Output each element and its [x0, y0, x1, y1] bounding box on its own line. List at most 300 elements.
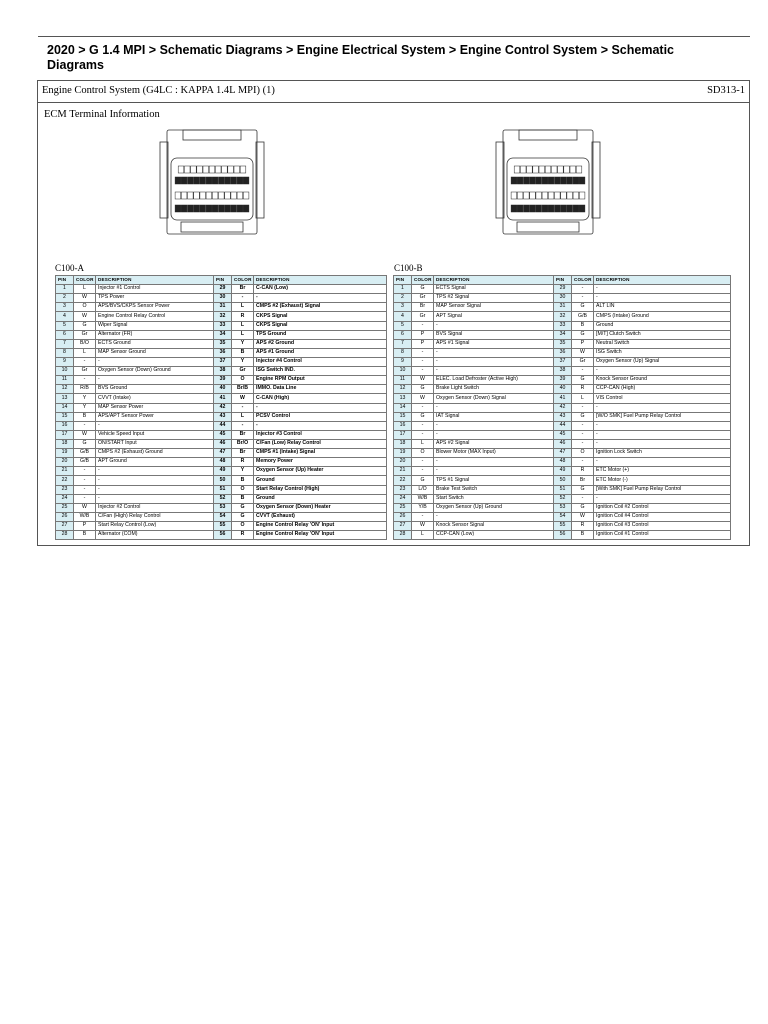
color-cell: Gr	[412, 312, 434, 321]
table-row	[56, 339, 387, 348]
description-cell: Oxygen Sensor (Down) Signal	[434, 394, 554, 403]
color-cell: L	[412, 439, 434, 448]
color-cell: G	[74, 321, 96, 330]
pin-cell: 39	[554, 376, 572, 385]
description-cell: Start Switch	[434, 494, 554, 503]
color-cell: W	[412, 394, 434, 403]
pin-cell: 16	[56, 421, 74, 430]
description-cell: -	[96, 476, 214, 485]
pin-cell: 54	[554, 512, 572, 521]
pin-cell: 36	[214, 348, 232, 357]
table-header-row	[56, 276, 387, 285]
table-row	[394, 285, 731, 294]
table-row	[394, 312, 731, 321]
table-row	[394, 449, 731, 458]
color-cell: P	[412, 330, 434, 339]
description-cell: MAP Sensor Ground	[96, 348, 214, 357]
color-cell: Y	[74, 394, 96, 403]
pin-cell: 56	[214, 531, 232, 540]
pin-cell: 9	[56, 357, 74, 366]
table-row	[56, 321, 387, 330]
description-cell: PCSV Control	[254, 412, 387, 421]
pin-cell: 5	[394, 321, 412, 330]
pin-cell: 12	[56, 385, 74, 394]
table-row	[394, 476, 731, 485]
pin-cell: 7	[56, 339, 74, 348]
table-row	[56, 531, 387, 540]
color-cell: Br	[232, 430, 254, 439]
description-cell: -	[434, 467, 554, 476]
color-cell: G	[412, 412, 434, 421]
color-cell: G	[74, 439, 96, 448]
color-cell: G	[412, 476, 434, 485]
color-cell: -	[74, 376, 96, 385]
color-cell: L	[412, 531, 434, 540]
top-rule	[38, 36, 750, 37]
description-cell: -	[96, 467, 214, 476]
color-cell: G	[412, 385, 434, 394]
connector-a-diagram	[157, 128, 267, 238]
color-cell: R	[572, 521, 594, 530]
table-row	[394, 430, 731, 439]
color-cell: L	[74, 348, 96, 357]
description-cell: CVVT (Intake)	[96, 394, 214, 403]
color-cell: -	[74, 476, 96, 485]
pin-cell: 1	[56, 285, 74, 294]
color-cell: -	[412, 348, 434, 357]
pin-cell: 22	[394, 476, 412, 485]
color-cell: Y	[232, 467, 254, 476]
pin-cell: 14	[56, 403, 74, 412]
color-cell: P	[572, 339, 594, 348]
pin-cell: 38	[214, 367, 232, 376]
color-cell: Y	[74, 403, 96, 412]
table-row	[394, 531, 731, 540]
diagram-frame	[37, 80, 750, 546]
pin-cell: 28	[394, 531, 412, 540]
pin-cell: 52	[214, 494, 232, 503]
color-cell: -	[572, 458, 594, 467]
pin-cell: 17	[56, 430, 74, 439]
column-header: PIN	[394, 276, 412, 285]
description-cell: -	[434, 348, 554, 357]
color-cell: W	[412, 521, 434, 530]
description-cell: -	[434, 321, 554, 330]
description-cell: Ground	[254, 494, 387, 503]
table-row	[56, 412, 387, 421]
table-row	[394, 458, 731, 467]
description-cell: ISG Switch	[594, 348, 731, 357]
pin-cell: 51	[214, 485, 232, 494]
pin-cell: 11	[56, 376, 74, 385]
pin-cell: 3	[394, 303, 412, 312]
pin-table-b	[393, 275, 731, 540]
description-cell: -	[434, 367, 554, 376]
pin-cell: 34	[214, 330, 232, 339]
pin-cell: 24	[394, 494, 412, 503]
description-cell: MAP Sensor Power	[96, 403, 214, 412]
description-cell: ETC Motor (-)	[594, 476, 731, 485]
column-header: COLOR	[74, 276, 96, 285]
color-cell: -	[572, 430, 594, 439]
pin-cell: 9	[394, 357, 412, 366]
color-cell: Gr	[74, 367, 96, 376]
description-cell: -	[594, 294, 731, 303]
pin-cell: 28	[56, 531, 74, 540]
section-subtitle: ECM Terminal Information	[44, 109, 160, 120]
pin-cell: 33	[214, 321, 232, 330]
color-cell: W	[572, 512, 594, 521]
pin-cell: 17	[394, 430, 412, 439]
color-cell: W/B	[412, 494, 434, 503]
color-cell: G	[572, 376, 594, 385]
pin-cell: 13	[394, 394, 412, 403]
pin-cell: 44	[214, 421, 232, 430]
pin-cell: 45	[554, 430, 572, 439]
description-cell: Engine Control Relay 'ON' Input	[254, 531, 387, 540]
description-cell: Engine Control Relay 'ON' Input	[254, 521, 387, 530]
pin-cell: 43	[214, 412, 232, 421]
description-cell: Ground	[254, 476, 387, 485]
pin-cell: 16	[394, 421, 412, 430]
color-cell: -	[232, 294, 254, 303]
description-cell: -	[434, 512, 554, 521]
column-header: DESCRIPTION	[254, 276, 387, 285]
color-cell: W/B	[74, 512, 96, 521]
description-cell: Engine RPM Output	[254, 376, 387, 385]
color-cell: -	[412, 403, 434, 412]
pin-cell: 35	[554, 339, 572, 348]
color-cell: R	[232, 531, 254, 540]
pin-cell: 11	[394, 376, 412, 385]
color-cell: -	[572, 367, 594, 376]
color-cell: -	[572, 439, 594, 448]
table-row	[394, 376, 731, 385]
color-cell: G	[572, 303, 594, 312]
description-cell: Brake Light Switch	[434, 385, 554, 394]
color-cell: Br	[412, 303, 434, 312]
pin-cell: 6	[56, 330, 74, 339]
pin-cell: 43	[554, 412, 572, 421]
description-cell: -	[254, 403, 387, 412]
table-row	[56, 439, 387, 448]
description-cell: C-CAN (High)	[254, 394, 387, 403]
description-cell: Injector #3 Control	[254, 430, 387, 439]
color-cell: O	[232, 376, 254, 385]
description-cell: APS #2 Ground	[254, 339, 387, 348]
description-cell: Memory Power	[254, 458, 387, 467]
table-row	[56, 303, 387, 312]
description-cell: -	[434, 458, 554, 467]
description-cell: Wiper Signal	[96, 321, 214, 330]
description-cell: Oxygen Sensor (Down) Ground	[96, 367, 214, 376]
color-cell: G	[232, 503, 254, 512]
table-row	[56, 503, 387, 512]
pin-cell: 24	[56, 494, 74, 503]
description-cell: ECTS Signal	[434, 285, 554, 294]
color-cell: R	[232, 312, 254, 321]
description-cell: Injector #2 Control	[96, 503, 214, 512]
description-cell: C/Fan (Low) Relay Control	[254, 439, 387, 448]
pin-cell: 4	[394, 312, 412, 321]
table-row	[56, 458, 387, 467]
pin-cell: 35	[214, 339, 232, 348]
table-row	[394, 512, 731, 521]
description-cell: Engine Control Relay Control	[96, 312, 214, 321]
description-cell: APS/APT Sensor Power	[96, 412, 214, 421]
pin-cell: 23	[394, 485, 412, 494]
table-row	[56, 476, 387, 485]
table-row	[394, 412, 731, 421]
pin-cell: 44	[554, 421, 572, 430]
pin-cell: 20	[56, 458, 74, 467]
description-cell: -	[96, 494, 214, 503]
color-cell: -	[412, 458, 434, 467]
description-cell: Ignition Coil #4 Control	[594, 512, 731, 521]
pin-cell: 42	[214, 403, 232, 412]
table-row	[394, 367, 731, 376]
diagram-title: Engine Control System (G4LC : KAPPA 1.4L MPI) (1)	[42, 85, 275, 96]
description-cell: Ignition Coil #3 Control	[594, 521, 731, 530]
description-cell: Vehicle Speed Input	[96, 430, 214, 439]
color-cell: -	[74, 357, 96, 366]
column-header: COLOR	[412, 276, 434, 285]
color-cell: R/B	[74, 385, 96, 394]
color-cell: -	[572, 494, 594, 503]
color-cell: Br/B	[232, 385, 254, 394]
color-cell: Gr	[572, 357, 594, 366]
description-cell: -	[594, 439, 731, 448]
color-cell: B	[572, 321, 594, 330]
table-row	[394, 357, 731, 366]
color-cell: Br	[572, 476, 594, 485]
color-cell: L	[232, 412, 254, 421]
pin-cell: 40	[214, 385, 232, 394]
table-row	[394, 494, 731, 503]
description-cell: ECTS Ground	[96, 339, 214, 348]
pin-cell: 25	[394, 503, 412, 512]
table-row	[56, 357, 387, 366]
pin-cell: 54	[214, 512, 232, 521]
description-cell: -	[594, 458, 731, 467]
color-cell: B	[232, 348, 254, 357]
color-cell: G	[572, 412, 594, 421]
pin-cell: 23	[56, 485, 74, 494]
pin-cell: 22	[56, 476, 74, 485]
color-cell: -	[412, 512, 434, 521]
description-cell: APS/BVS/CKPS Sensor Power	[96, 303, 214, 312]
description-cell: [W/O SMK] Fuel Pump Relay Control	[594, 412, 731, 421]
pin-cell: 15	[394, 412, 412, 421]
color-cell: G/B	[572, 312, 594, 321]
pin-cell: 5	[56, 321, 74, 330]
table-row	[56, 403, 387, 412]
pin-cell: 46	[214, 439, 232, 448]
table-row	[394, 485, 731, 494]
pin-cell: 10	[56, 367, 74, 376]
pin-cell: 15	[56, 412, 74, 421]
table-row	[394, 303, 731, 312]
description-cell: Blower Motor (MAX Input)	[434, 449, 554, 458]
description-cell: -	[96, 357, 214, 366]
color-cell: Y	[232, 357, 254, 366]
description-cell: Knock Sensor Signal	[434, 521, 554, 530]
connector-b-diagram	[493, 128, 603, 238]
table-row	[56, 348, 387, 357]
description-cell: -	[594, 430, 731, 439]
color-cell: W	[572, 348, 594, 357]
description-cell: CCP-CAN (High)	[594, 385, 731, 394]
color-cell: Gr	[74, 330, 96, 339]
pin-cell: 53	[554, 503, 572, 512]
table-row	[56, 312, 387, 321]
color-cell: B	[74, 531, 96, 540]
color-cell: O	[412, 449, 434, 458]
description-cell: CMPS #2 (Exhaust) Ground	[96, 449, 214, 458]
color-cell: G/B	[74, 458, 96, 467]
color-cell: -	[74, 494, 96, 503]
table-row	[56, 485, 387, 494]
color-cell: L	[572, 394, 594, 403]
pin-cell: 48	[554, 458, 572, 467]
pin-cell: 53	[214, 503, 232, 512]
table-row	[394, 330, 731, 339]
color-cell: -	[412, 357, 434, 366]
color-cell: -	[412, 467, 434, 476]
color-cell: L	[232, 330, 254, 339]
description-cell: ALT LIN	[594, 303, 731, 312]
pin-cell: 41	[554, 394, 572, 403]
color-cell: L/O	[412, 485, 434, 494]
pin-table-a	[55, 275, 387, 540]
table-row	[394, 421, 731, 430]
description-cell: Alternator (FR)	[96, 330, 214, 339]
pin-cell: 8	[394, 348, 412, 357]
description-cell: TPS #2 Signal	[434, 294, 554, 303]
pin-cell: 52	[554, 494, 572, 503]
description-cell: C-CAN (Low)	[254, 285, 387, 294]
table-row	[56, 494, 387, 503]
color-cell: Gr	[232, 367, 254, 376]
color-cell: B	[232, 476, 254, 485]
table-row	[394, 394, 731, 403]
pin-cell: 55	[554, 521, 572, 530]
pin-cell: 25	[56, 503, 74, 512]
description-cell: MAP Sensor Signal	[434, 303, 554, 312]
pin-cell: 26	[394, 512, 412, 521]
column-header: COLOR	[572, 276, 594, 285]
table-row	[394, 403, 731, 412]
description-cell: APT Signal	[434, 312, 554, 321]
pin-cell: 27	[56, 521, 74, 530]
column-header: DESCRIPTION	[434, 276, 554, 285]
pin-cell: 3	[56, 303, 74, 312]
pin-cell: 18	[394, 439, 412, 448]
description-cell: ON/START Input	[96, 439, 214, 448]
table-row	[394, 339, 731, 348]
column-header: PIN	[554, 276, 572, 285]
table-row	[56, 521, 387, 530]
breadcrumb: 2020 > G 1.4 MPI > Schematic Diagrams > Engine Electrical System > Engine Control System > Schematic Diagrams	[47, 43, 675, 72]
description-cell: VIS Control	[594, 394, 731, 403]
description-cell: Injector #1 Control	[96, 285, 214, 294]
color-cell: W	[74, 312, 96, 321]
pin-cell: 34	[554, 330, 572, 339]
table-b-label: C100-B	[394, 263, 423, 273]
color-cell: R	[232, 458, 254, 467]
color-cell: G	[412, 285, 434, 294]
description-cell: Start Relay Control (Low)	[96, 521, 214, 530]
pin-cell: 14	[394, 403, 412, 412]
description-cell: CKPS Signal	[254, 321, 387, 330]
color-cell: W	[74, 503, 96, 512]
description-cell: CMPS #2 (Exhaust) Signal	[254, 303, 387, 312]
description-cell: CKPS Signal	[254, 312, 387, 321]
description-cell: -	[594, 285, 731, 294]
color-cell: Y/B	[412, 503, 434, 512]
pin-cell: 37	[214, 357, 232, 366]
pin-cell: 6	[394, 330, 412, 339]
color-cell: R	[572, 385, 594, 394]
column-header: DESCRIPTION	[594, 276, 731, 285]
description-cell: IMMO. Data Line	[254, 385, 387, 394]
pin-cell: 45	[214, 430, 232, 439]
description-cell: -	[96, 485, 214, 494]
column-header: COLOR	[232, 276, 254, 285]
table-row	[394, 439, 731, 448]
pin-cell: 30	[214, 294, 232, 303]
pin-cell: 50	[554, 476, 572, 485]
description-cell: ETC Motor (+)	[594, 467, 731, 476]
color-cell: P	[74, 521, 96, 530]
pin-cell: 29	[554, 285, 572, 294]
table-row	[394, 521, 731, 530]
color-cell: O	[572, 449, 594, 458]
description-cell: -	[96, 376, 214, 385]
pin-cell: 36	[554, 348, 572, 357]
pin-cell: 48	[214, 458, 232, 467]
description-cell: -	[434, 430, 554, 439]
color-cell: O	[74, 303, 96, 312]
color-cell: W	[232, 394, 254, 403]
table-row	[56, 512, 387, 521]
description-cell: Alternator (COM)	[96, 531, 214, 540]
description-cell: Oxygen Sensor (Down) Heater	[254, 503, 387, 512]
description-cell: Ignition Coil #2 Control	[594, 503, 731, 512]
pin-cell: 10	[394, 367, 412, 376]
table-row	[56, 285, 387, 294]
description-cell: Brake Test Switch	[434, 485, 554, 494]
pin-cell: 49	[214, 467, 232, 476]
description-cell: TPS Power	[96, 294, 214, 303]
color-cell: G	[572, 485, 594, 494]
pin-cell: 47	[214, 449, 232, 458]
description-cell: Neutral Switch	[594, 339, 731, 348]
pin-cell: 4	[56, 312, 74, 321]
pin-cell: 8	[56, 348, 74, 357]
pin-cell: 41	[214, 394, 232, 403]
description-cell: Start Relay Control (High)	[254, 485, 387, 494]
color-cell: Br/O	[232, 439, 254, 448]
pin-cell: 39	[214, 376, 232, 385]
description-cell: -	[434, 403, 554, 412]
description-cell: Ground	[594, 321, 731, 330]
description-cell: -	[96, 421, 214, 430]
pin-cell: 31	[554, 303, 572, 312]
pin-cell: 31	[214, 303, 232, 312]
color-cell: Y	[232, 339, 254, 348]
pin-cell: 1	[394, 285, 412, 294]
